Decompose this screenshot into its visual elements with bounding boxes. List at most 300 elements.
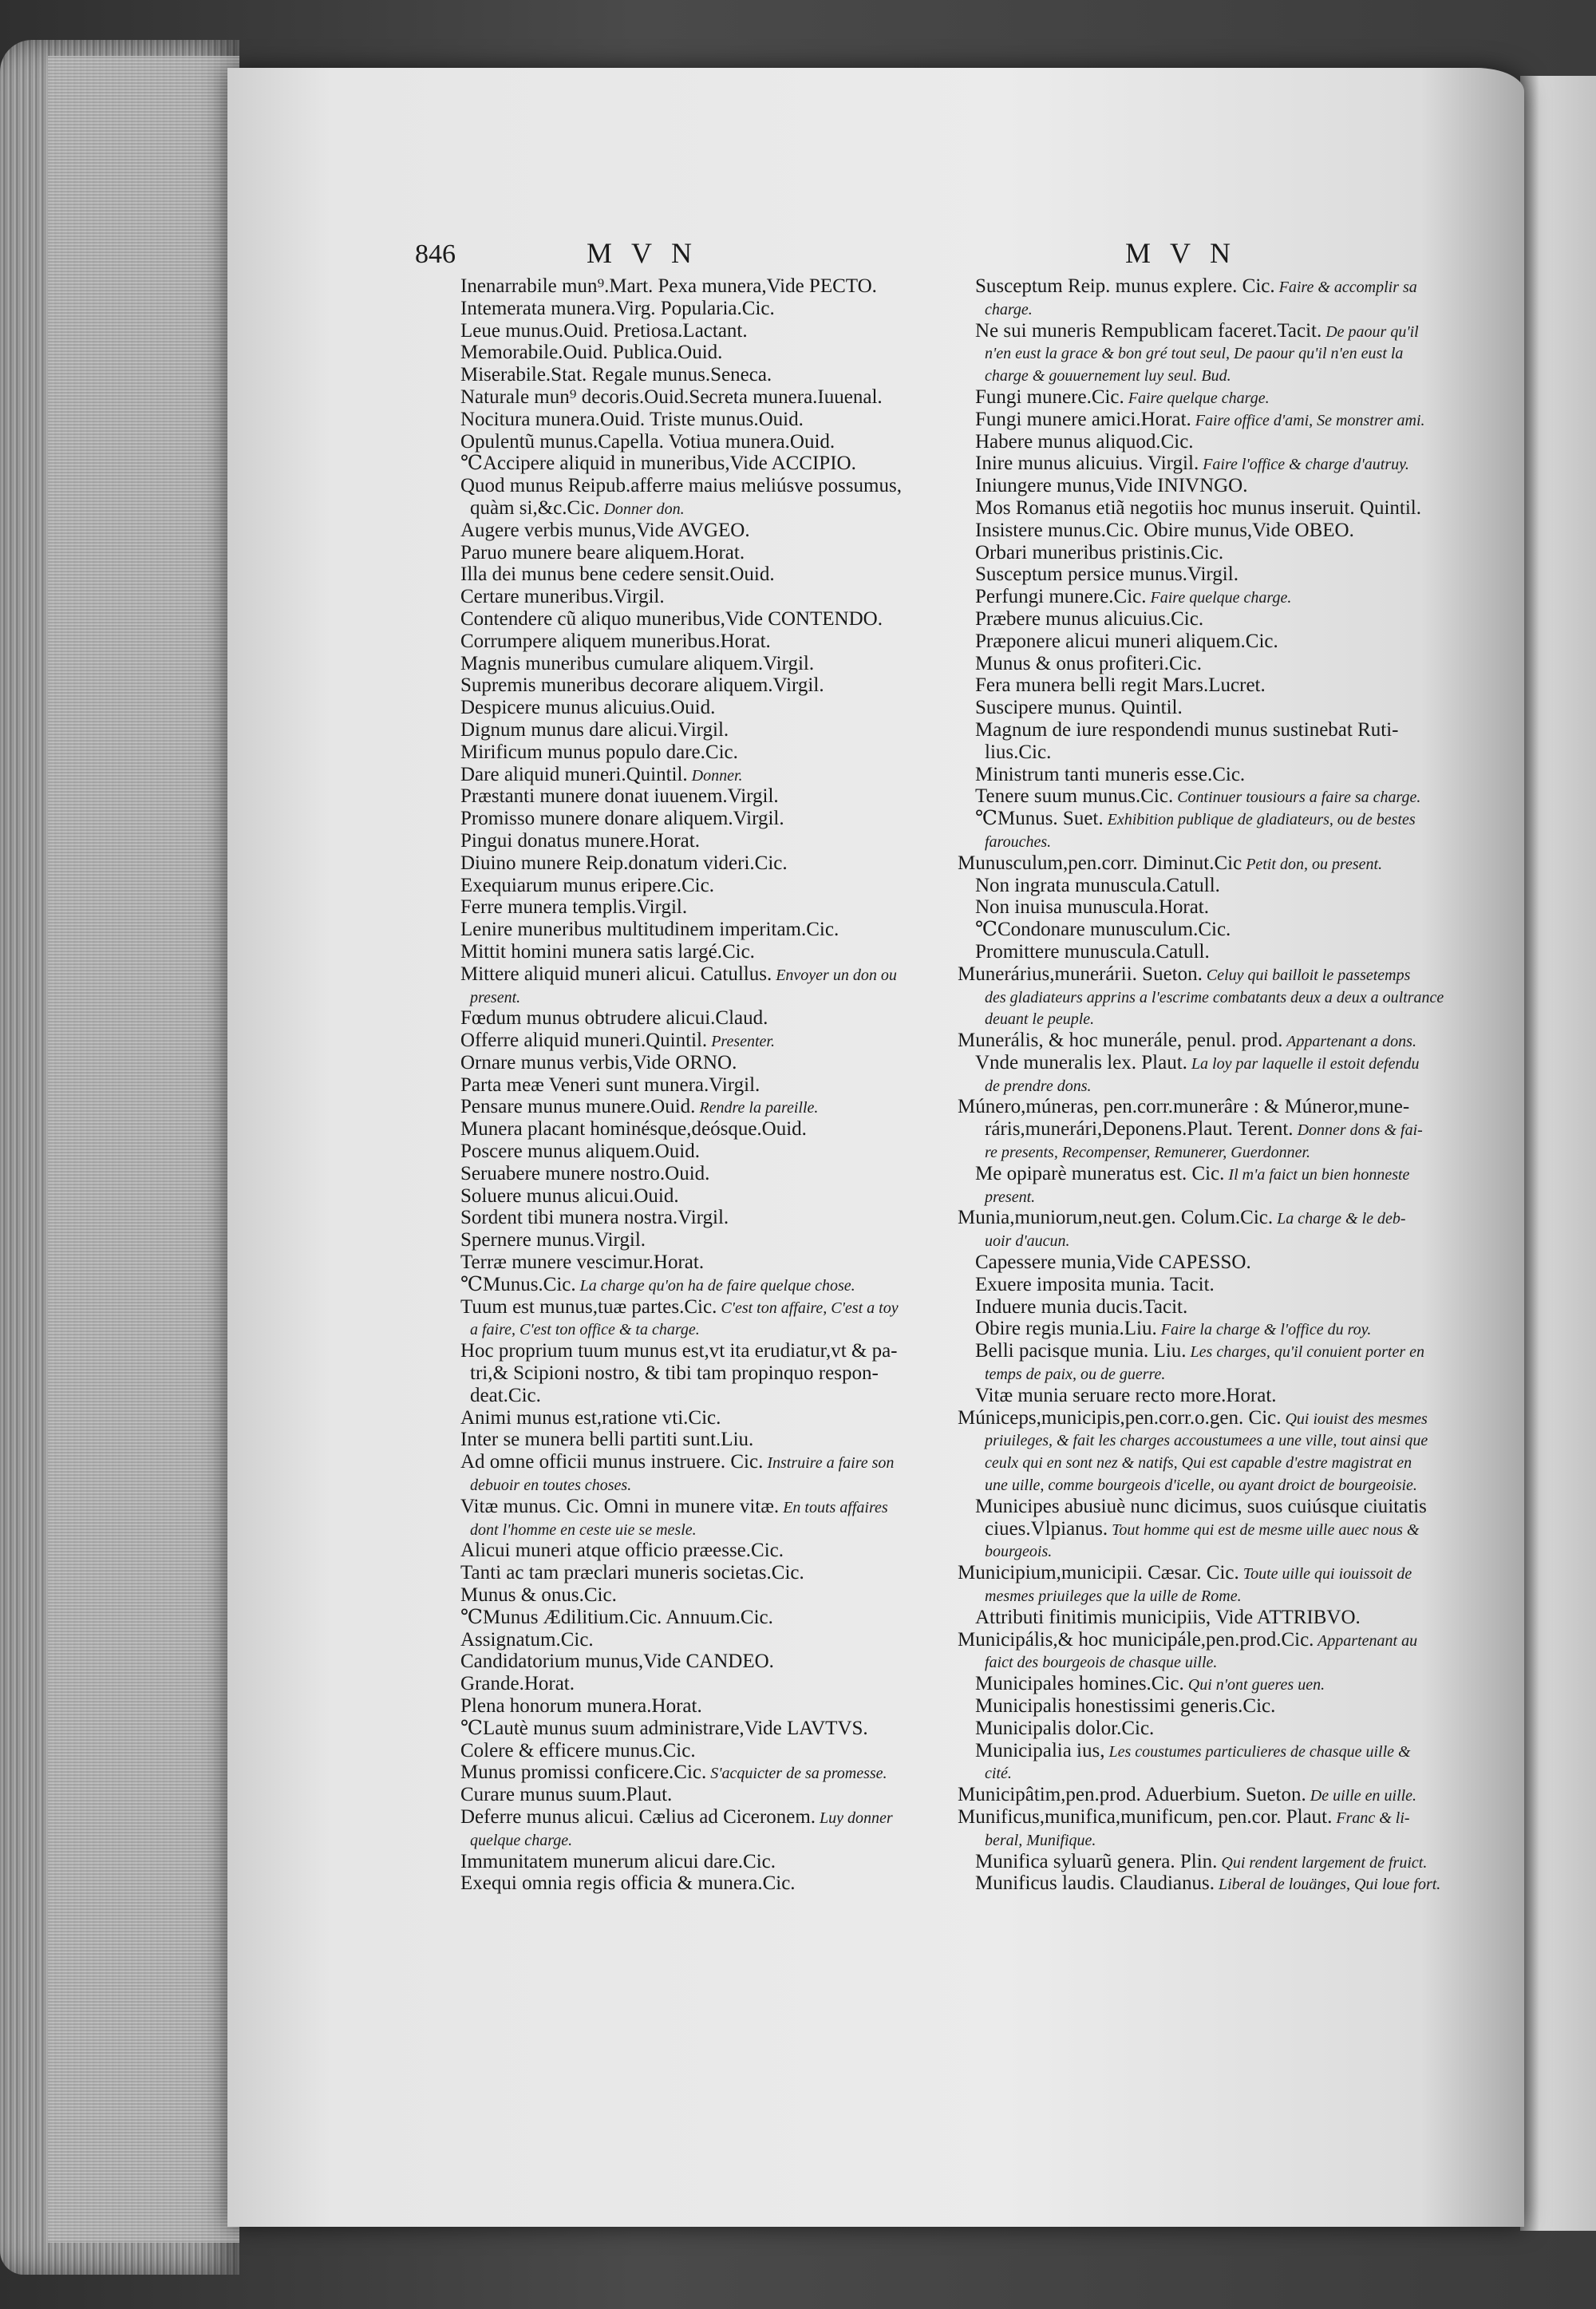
- entry-french-gloss: Celuy qui bailloit le passetemps: [1202, 966, 1411, 984]
- entry-latin: ℃Condonare munusculum.Cic.: [975, 919, 1231, 941]
- entry-french-gloss: La charge & le deb-: [1273, 1210, 1406, 1228]
- entry-latin: Sordent tibi munera nostra.Virgil.: [460, 1207, 729, 1229]
- entry-latin: Memorabile.Ouid. Publica.Ouid.: [460, 342, 723, 364]
- entry-french-gloss: re presents, Recompenser, Remunerer, Guerdonner.: [985, 1144, 1311, 1162]
- entry-latin: Deferre munus alicui. Cælius ad Ciceronem.: [460, 1805, 816, 1828]
- running-head-left: MVN: [587, 237, 712, 269]
- entry-line: [958, 631, 1452, 653]
- entry-latin: Despicere munus alicuius.Ouid.: [460, 697, 716, 719]
- entry-line: [443, 342, 938, 364]
- entry-line: [443, 275, 938, 298]
- entry-latin: Dare aliquid muneri.Quintil.: [460, 763, 688, 785]
- entry-latin: Munusculum,pen.corr. Diminut.Cic: [958, 852, 1242, 874]
- entry-line: [443, 520, 938, 542]
- entry-latin: Non inuisa munuscula.Horat.: [975, 896, 1210, 919]
- entry-latin: Non ingrata munuscula.Catull.: [975, 874, 1220, 896]
- entry-line: [443, 963, 938, 986]
- entry-line: [443, 1496, 938, 1518]
- entry-latin: Munificus,munifica,munificum, pen.cor. Plaut.: [958, 1805, 1333, 1828]
- entry-line: [443, 1784, 938, 1806]
- entry-line: [443, 431, 938, 453]
- entry-line: [443, 852, 938, 875]
- entry-latin: Munifica syluarũ genera. Plin.: [975, 1850, 1218, 1872]
- entry-line: [443, 1141, 938, 1163]
- entry-french-gloss: a faire, C'est ton office & ta charge.: [470, 1321, 700, 1339]
- entry-line: [958, 1007, 1452, 1030]
- entry-latin: Exequiarum munus eripere.Cic.: [460, 874, 714, 896]
- entry-line: [443, 1030, 938, 1052]
- entry-french-gloss: present.: [985, 1188, 1036, 1206]
- entry-latin: Vnde muneralis lex. Plaut.: [975, 1051, 1187, 1073]
- entry-latin: ℃Munus.Cic.: [460, 1273, 576, 1295]
- entry-latin: Municipales homines.Cic.: [975, 1673, 1184, 1695]
- entry-latin: Susceptum Reip. munus explere. Cic.: [975, 275, 1275, 297]
- entry-latin: Soluere munus alicui.Ouid.: [460, 1184, 679, 1207]
- facing-page-edge: [1520, 76, 1596, 2231]
- entry-french-gloss: faict des bourgeois de chasque uille.: [985, 1654, 1218, 1672]
- entry-latin: Tenere suum munus.Cic.: [975, 785, 1174, 808]
- entry-latin: Præstanti munere donat iuuenem.Virgil.: [460, 785, 779, 808]
- entry-latin: Vitæ munus. Cic. Omni in munere vitæ.: [460, 1495, 780, 1517]
- entry-latin: Nocitura munera.Ouid. Triste munus.Ouid.: [460, 408, 804, 430]
- entry-french-gloss: Qui iouist des mesmes: [1281, 1410, 1428, 1428]
- entry-line: [958, 542, 1452, 564]
- entry-latin: Fera munera belli regit Mars.Lucret.: [975, 674, 1266, 697]
- entry-latin: Colere & efficere munus.Cic.: [460, 1739, 696, 1761]
- entry-latin: Alicui muneri atque officio præesse.Cic.: [460, 1540, 784, 1562]
- entry-line: [443, 1829, 938, 1851]
- entry-line: [958, 1651, 1452, 1673]
- entry-french-gloss: Qui rendent largement de fruict.: [1217, 1853, 1428, 1872]
- entry-line: [443, 1540, 938, 1562]
- entry-line: [958, 896, 1452, 919]
- entry-line: [443, 1118, 938, 1141]
- entry-line: [958, 563, 1452, 586]
- entry-latin: Exuere imposita munia. Tacit.: [975, 1273, 1215, 1295]
- entry-latin: Præbere munus alicuius.Cic.: [975, 607, 1204, 630]
- entry-latin: lius.Cic.: [985, 741, 1052, 763]
- entry-french-gloss: Presenter.: [707, 1033, 775, 1051]
- entry-line: [443, 1673, 938, 1695]
- entry-line: [443, 1385, 938, 1407]
- entry-latin: Grande.Horat.: [460, 1673, 575, 1695]
- entry-latin: Orbari muneribus pristinis.Cic.: [975, 541, 1224, 563]
- entry-line: [958, 1385, 1452, 1407]
- entry-latin: Mirificum munus populo dare.Cic.: [460, 741, 738, 763]
- entry-french-gloss: La charge qu'on ha de faire quelque chose.: [575, 1276, 855, 1295]
- entry-line: [958, 741, 1452, 764]
- entry-line: [958, 1052, 1452, 1074]
- entry-line: [443, 497, 938, 520]
- entry-line: [443, 1096, 938, 1118]
- entry-latin: Munus promissi conficere.Cic.: [460, 1761, 707, 1784]
- entry-latin: Corrumpere aliquem muneribus.Horat.: [460, 630, 771, 652]
- entry-line: [958, 1251, 1452, 1274]
- entry-french-gloss: En touts affaires: [779, 1498, 888, 1516]
- entry-latin: Miserabile.Stat. Regale munus.Seneca.: [460, 364, 772, 386]
- entry-latin: Munerárius,munerárii. Sueton.: [958, 963, 1203, 985]
- entry-french-gloss: cité.: [985, 1765, 1012, 1783]
- entry-line: [443, 808, 938, 830]
- entry-line: [443, 875, 938, 897]
- entry-line: [443, 1007, 938, 1030]
- entry-line: [958, 1274, 1452, 1296]
- entry-french-gloss: uoir d'aucun.: [985, 1232, 1070, 1251]
- entry-latin: Animi munus est,ratione vti.Cic.: [460, 1406, 721, 1429]
- entry-latin: Inenarrabile mun⁹.Mart. Pexa munera,Vide PECTO.: [460, 275, 877, 297]
- entry-latin: Capessere munia,Vide CAPESSO.: [975, 1251, 1251, 1274]
- entry-line: [443, 719, 938, 741]
- entry-line: [443, 830, 938, 852]
- entry-french-gloss: Qui n'ont gueres uen.: [1183, 1676, 1325, 1694]
- entry-latin: Munus & onus profiteri.Cic.: [975, 652, 1203, 674]
- entry-line: [443, 986, 938, 1008]
- entry-french-gloss: Les charges, qu'il conuient porter en: [1186, 1343, 1425, 1362]
- entry-french-gloss: C'est ton affaire, C'est a toy: [717, 1299, 899, 1317]
- entry-latin: Magnis muneribus cumulare aliquem.Virgil.: [460, 652, 815, 674]
- entry-line: [443, 1851, 938, 1873]
- entry-french-gloss: de prendre dons.: [985, 1077, 1092, 1095]
- entry-line: [958, 1695, 1452, 1718]
- entry-latin: Promittere munuscula.Catull.: [975, 940, 1210, 963]
- entry-latin: Habere munus aliquod.Cic.: [975, 430, 1194, 453]
- entry-line: [958, 1872, 1452, 1895]
- entry-latin: Munia,muniorum,neut.gen. Colum.Cic.: [958, 1207, 1274, 1229]
- entry-line: [443, 409, 938, 431]
- entry-line: [958, 1496, 1452, 1518]
- entry-french-gloss: Faire la charge & l'office du roy.: [1156, 1321, 1372, 1339]
- entry-french-gloss: farouches.: [985, 832, 1052, 851]
- entry-line: [958, 986, 1452, 1008]
- entry-latin: Candidatorium munus,Vide CANDEO.: [460, 1651, 774, 1673]
- entry-french-gloss: Appartenant au: [1314, 1631, 1418, 1650]
- entry-french-gloss: Faire l'office & charge d'autruy.: [1199, 456, 1409, 474]
- entry-line: [958, 1673, 1452, 1695]
- entry-french-gloss: Petit don, ou present.: [1242, 855, 1383, 873]
- entry-french-gloss: Faire quelque charge.: [1124, 389, 1270, 407]
- entry-line: [958, 1074, 1452, 1097]
- entry-french-gloss: Exhibition publique de gladiateurs, ou de bestes: [1103, 811, 1416, 829]
- entry-line: [443, 1518, 938, 1540]
- entry-french-gloss: quelque charge.: [470, 1831, 573, 1849]
- entry-latin: Tanti ac tam præclari muneris societas.Cic.: [460, 1562, 804, 1584]
- entry-latin: Vitæ munia seruare recto more.Horat.: [975, 1384, 1277, 1406]
- entry-latin: Municipes abusiuè nunc dicimus, suos cuiúsque ciuitatis: [975, 1495, 1427, 1517]
- entry-line: [443, 1629, 938, 1651]
- entry-line: [958, 1518, 1452, 1540]
- entry-french-gloss: Envoyer un don ou: [772, 966, 897, 984]
- entry-french-gloss: Donner.: [687, 766, 743, 785]
- entry-latin: Insistere munus.Cic. Obire munus,Vide OBEO.: [975, 519, 1354, 541]
- entry-latin: Spernere munus.Virgil.: [460, 1229, 646, 1251]
- entry-line: [958, 1163, 1452, 1185]
- entry-latin: tri,& Scipioni nostro, & tibi tam propinquo respon-: [470, 1362, 879, 1385]
- entry-line: [958, 275, 1452, 298]
- entry-line: [443, 586, 938, 608]
- entry-line: [958, 1451, 1452, 1473]
- entry-latin: Poscere munus aliquem.Ouid.: [460, 1141, 700, 1163]
- entry-latin: Hoc proprium tuum munus est,vt ita erudiatur,vt & pa-: [460, 1340, 898, 1362]
- entry-latin: Seruabere munere nostro.Ouid.: [460, 1162, 710, 1184]
- entry-latin: Municipium,municipii. Cæsar. Cic.: [958, 1562, 1239, 1584]
- entry-line: [958, 1740, 1452, 1762]
- entry-french-gloss: present.: [470, 988, 521, 1006]
- entry-french-gloss: bourgeois.: [985, 1543, 1053, 1561]
- entry-line: [443, 674, 938, 697]
- entry-latin: Múniceps,municipis,pen.corr.o.gen. Cic.: [958, 1406, 1282, 1429]
- entry-latin: Parta meæ Veneri sunt munera.Virgil.: [460, 1073, 760, 1096]
- entry-french-gloss: n'en eust la grace & bon gré tout seul, De paour qu'il n'en eust la: [985, 345, 1404, 363]
- entry-line: [958, 1229, 1452, 1251]
- entry-latin: Offerre aliquid muneri.Quintil.: [460, 1030, 708, 1052]
- entry-line: [958, 1030, 1452, 1052]
- entry-latin: Fœdum munus obtrudere alicui.Claud.: [460, 1007, 768, 1030]
- entry-line: [958, 1784, 1452, 1806]
- entry-line: [958, 475, 1452, 497]
- entry-latin: Mittere aliquid muneri alicui. Catullus.: [460, 963, 772, 985]
- entry-line: [443, 1074, 938, 1097]
- entry-french-gloss: Appartenant a dons.: [1282, 1033, 1416, 1051]
- entry-latin: Terræ munere vescimur.Horat.: [460, 1251, 705, 1274]
- entry-latin: ℃Munus. Suet.: [975, 808, 1104, 830]
- entry-line: [443, 1806, 938, 1829]
- entry-line: [443, 563, 938, 586]
- entry-french-gloss: Luy donner: [816, 1809, 893, 1827]
- entry-french-gloss: temps de paix, ou de guerre.: [985, 1366, 1166, 1384]
- entry-line: [443, 1473, 938, 1496]
- entry-line: [958, 409, 1452, 431]
- entry-latin: Supremis muneribus decorare aliquem.Virgil.: [460, 674, 824, 697]
- entry-line: [443, 941, 938, 963]
- entry-line: [958, 1629, 1452, 1651]
- entry-latin: Ferre munera templis.Virgil.: [460, 896, 688, 919]
- entry-line: [443, 653, 938, 675]
- entry-french-gloss: debuoir en toutes choses.: [470, 1477, 632, 1495]
- entry-line: [443, 364, 938, 386]
- entry-line: [958, 674, 1452, 697]
- entry-latin: Præponere alicui muneri aliquem.Cic.: [975, 630, 1278, 652]
- entry-french-gloss: De paour qu'il: [1321, 322, 1419, 341]
- entry-line: [958, 1584, 1452, 1607]
- entry-line: [443, 1584, 938, 1607]
- entry-french-gloss: des gladiateurs apprins a l'escrime combatants deux a deux a oultrance: [985, 988, 1444, 1006]
- entry-line: [443, 475, 938, 497]
- entry-latin: Intemerata munera.Virg. Popularia.Cic.: [460, 297, 775, 319]
- entry-line: [443, 1562, 938, 1584]
- entry-line: [443, 1318, 938, 1340]
- entry-line: [958, 875, 1452, 897]
- entry-line: [443, 1296, 938, 1319]
- entry-line: [443, 320, 938, 342]
- entry-line: [443, 1163, 938, 1185]
- entry-latin: Municipalis dolor.Cic.: [975, 1717, 1155, 1739]
- entry-latin: Suscipere munus. Quintil.: [975, 697, 1183, 719]
- entry-french-gloss: Faire office d'ami, Se monstrer ami.: [1191, 411, 1425, 429]
- entry-french-gloss: Tout homme qui est de mesme uille auec nous &: [1108, 1520, 1420, 1539]
- entry-latin: Inter se munera belli partiti sunt.Liu.: [460, 1429, 754, 1451]
- entry-line: [958, 1473, 1452, 1496]
- left-column: [443, 275, 938, 1895]
- entry-line: [958, 520, 1452, 542]
- entry-french-gloss: Liberal de louänges, Qui loue fort.: [1214, 1876, 1441, 1894]
- entry-french-gloss: De uille en uille.: [1306, 1787, 1417, 1805]
- entry-line: [958, 653, 1452, 675]
- entry-line: [443, 1207, 938, 1229]
- entry-latin: Municipalia ius,: [975, 1739, 1105, 1761]
- entry-line: [958, 453, 1452, 475]
- entry-line: [443, 631, 938, 653]
- entry-french-gloss: ceulx qui en sont nez & natifs, Qui est capable d'estre magistrat en: [985, 1454, 1412, 1473]
- entry-latin: Mos Romanus etiã negotiis hoc munus inseruit. Quintil.: [975, 496, 1421, 519]
- entry-line: [958, 1296, 1452, 1319]
- entry-latin: Susceptum persice munus.Virgil.: [975, 563, 1238, 586]
- entry-line: [958, 1340, 1452, 1362]
- entry-french-gloss: Faire quelque charge.: [1146, 589, 1292, 607]
- entry-latin: Pensare munus munere.Ouid.: [460, 1096, 696, 1118]
- entry-line: [443, 896, 938, 919]
- entry-french-gloss: La loy par laquelle il estoit defendu: [1187, 1054, 1420, 1073]
- entry-latin: Ministrum tanti muneris esse.Cic.: [975, 763, 1246, 785]
- entry-latin: Múnero,múneras, pen.corr.munerâre : & Múneror,mune-: [958, 1096, 1410, 1118]
- entry-french-gloss: Il m'a faict un bien honneste: [1224, 1165, 1410, 1184]
- entry-latin: Plena honorum munera.Horat.: [460, 1695, 702, 1717]
- entry-latin: Ornare munus verbis,Vide ORNO.: [460, 1051, 737, 1073]
- entry-line: [958, 1806, 1452, 1829]
- entry-french-gloss: Donner don.: [599, 500, 685, 518]
- entry-latin: Perfungi munere.Cic.: [975, 586, 1147, 608]
- entry-french-gloss: mesmes priuileges que la uille de Rome.: [985, 1587, 1242, 1606]
- entry-latin: Iniungere munus,Vide INIVNGO.: [975, 475, 1248, 497]
- entry-french-gloss: S'acquicter de sa promesse.: [706, 1765, 887, 1783]
- entry-latin: Tuum est munus,tuæ partes.Cic.: [460, 1295, 717, 1318]
- entry-latin: Quod munus Reipub.afferre maius meliúsve possumus,: [460, 475, 902, 497]
- entry-line: [443, 1740, 938, 1762]
- entry-line: [958, 320, 1452, 342]
- entry-line: [958, 808, 1452, 830]
- entry-line: [443, 1362, 938, 1385]
- entry-latin: Munera placant hominésque,deósque.Ouid.: [460, 1118, 807, 1141]
- entry-line: [443, 919, 938, 941]
- entry-latin: Fungi munere.Cic.: [975, 385, 1124, 408]
- entry-french-gloss: Les coustumes particulieres de chasque uille &: [1104, 1742, 1411, 1761]
- entry-line: [958, 608, 1452, 631]
- entry-line: [958, 764, 1452, 786]
- entry-line: [958, 386, 1452, 409]
- entry-line: [958, 431, 1452, 453]
- entry-french-gloss: dont l'homme en ceste uie se mesle.: [470, 1520, 697, 1539]
- entry-line: [958, 364, 1452, 386]
- entry-line: [443, 741, 938, 764]
- entry-french-gloss: Donner dons & fai-: [1293, 1121, 1423, 1140]
- entry-line: [958, 1829, 1452, 1851]
- entry-line: [958, 830, 1452, 852]
- entry-latin: Inire munus alicuius. Virgil.: [975, 453, 1199, 475]
- entry-french-gloss: deuant le peuple.: [985, 1010, 1095, 1029]
- entry-latin: Municipâtim,pen.prod. Aduerbium. Sueton.: [958, 1784, 1306, 1806]
- entry-line: [958, 719, 1452, 741]
- entry-latin: Me opiparè muneratus est. Cic.: [975, 1162, 1225, 1184]
- entry-latin: Paruo munere beare aliquem.Horat.: [460, 541, 745, 563]
- entry-line: [443, 1229, 938, 1251]
- entry-french-gloss: Instruire a faire son: [763, 1454, 895, 1473]
- entry-latin: Opulentũ munus.Capella. Votiua munera.Ouid.: [460, 430, 836, 453]
- entry-line: [958, 1718, 1452, 1740]
- entry-line: [958, 785, 1452, 808]
- entry-latin: ráris,munerári,Deponens.Plaut. Terent.: [985, 1118, 1294, 1141]
- entry-latin: Promisso munere donare aliquem.Virgil.: [460, 808, 784, 830]
- entry-line: [443, 1429, 938, 1451]
- entry-latin: Lenire muneribus multitudinem imperitam.Cic.: [460, 919, 839, 941]
- running-head-right: MVN: [1125, 237, 1250, 269]
- entry-line: [443, 1340, 938, 1362]
- entry-line: [958, 1540, 1452, 1562]
- entry-line: [958, 941, 1452, 963]
- entry-latin: Exequi omnia regis officia & munera.Cic.: [460, 1872, 796, 1895]
- entry-latin: Munificus laudis. Claudianus.: [975, 1872, 1215, 1895]
- entry-line: [443, 697, 938, 719]
- entry-line: [958, 298, 1452, 320]
- entry-line: [443, 1695, 938, 1718]
- entry-latin: ℃Munus Ædilitium.Cic. Annuum.Cic.: [460, 1606, 773, 1628]
- entry-line: [958, 697, 1452, 719]
- entry-latin: Munus & onus.Cic.: [460, 1584, 617, 1607]
- entry-french-gloss: une uille, comme bourgeois d'icelle, ou ayant droict de bourgeoisie.: [985, 1477, 1417, 1495]
- entry-line: [443, 1607, 938, 1629]
- entry-latin: Attributi finitimis municipiis, Vide ATTRIBVO.: [975, 1606, 1361, 1628]
- entry-line: [958, 1141, 1452, 1163]
- entry-latin: Naturale mun⁹ decoris.Ouid.Secreta munera.Iuuenal.: [460, 385, 883, 408]
- entry-line: [443, 386, 938, 409]
- entry-line: [443, 298, 938, 320]
- entry-line: [958, 1607, 1452, 1629]
- entry-line: [958, 1318, 1452, 1340]
- entry-line: [443, 1451, 938, 1473]
- entry-latin: Obire regis munia.Liu.: [975, 1318, 1157, 1340]
- entry-latin: ℃Accipere aliquid in muneribus,Vide ACCIPIO.: [460, 453, 856, 475]
- entry-latin: Mittit homini munera satis largé.Cic.: [460, 940, 755, 963]
- entry-french-gloss: Franc & li-: [1332, 1809, 1410, 1827]
- entry-latin: Certare muneribus.Virgil.: [460, 586, 665, 608]
- entry-line: [958, 1362, 1452, 1385]
- entry-line: [958, 1407, 1452, 1429]
- entry-line: [958, 963, 1452, 986]
- entry-latin: ℃Lautè munus suum administrare,Vide LAVTVS.: [460, 1717, 868, 1739]
- entry-line: [958, 1851, 1452, 1873]
- entry-line: [958, 497, 1452, 520]
- entry-line: [958, 1096, 1452, 1118]
- entry-latin: Fungi munere amici.Horat.: [975, 408, 1191, 430]
- entry-latin: quàm si,&c.Cic.: [470, 496, 600, 519]
- entry-line: [443, 1251, 938, 1274]
- entry-line: [443, 542, 938, 564]
- entry-latin: Pingui donatus munere.Horat.: [460, 829, 700, 852]
- entry-latin: ciues.Vlpianus.: [985, 1517, 1108, 1540]
- entry-line: [443, 453, 938, 475]
- entry-line: [958, 919, 1452, 941]
- page-stack: [48, 56, 239, 2243]
- entry-latin: Municipalis honestissimi generis.Cic.: [975, 1695, 1276, 1717]
- entry-line: [443, 1761, 938, 1784]
- entry-latin: Diuino munere Reip.donatum videri.Cic.: [460, 852, 788, 874]
- entry-latin: Immunitatem munerum alicui dare.Cic.: [460, 1850, 776, 1872]
- entry-line: [443, 764, 938, 786]
- entry-latin: Contendere cũ aliquo muneribus,Vide CONTENDO.: [460, 607, 883, 630]
- entry-french-gloss: Faire & accomplir sa: [1274, 279, 1417, 296]
- entry-latin: deat.Cic.: [470, 1384, 541, 1406]
- entry-line: [443, 1872, 938, 1895]
- entry-french-gloss: Toute uille qui iouissoit de: [1238, 1565, 1412, 1583]
- entry-latin: Ne sui muneris Rempublicam faceret.Tacit.: [975, 319, 1322, 342]
